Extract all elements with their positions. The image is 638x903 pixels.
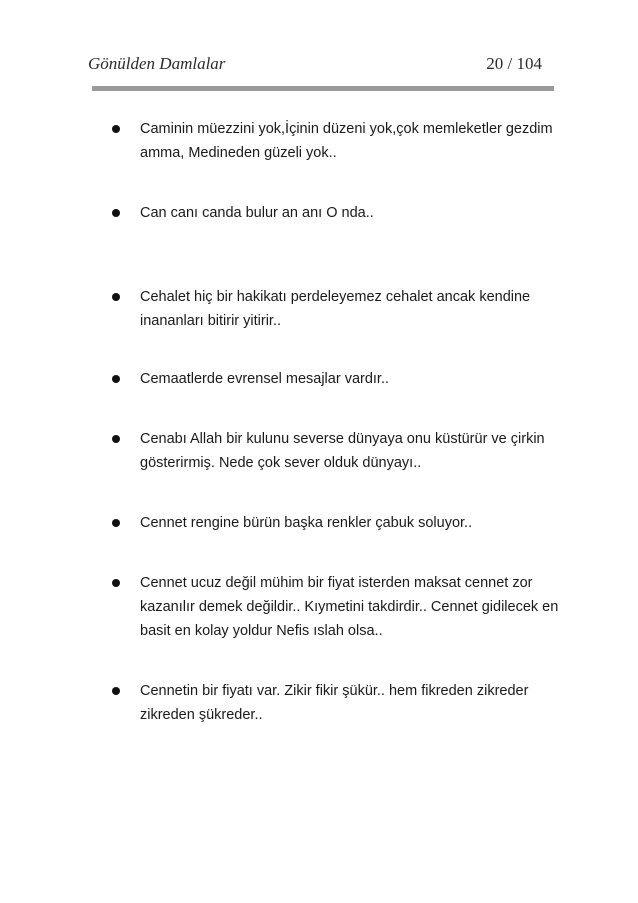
bullet-icon — [112, 519, 120, 527]
bullet-icon — [112, 579, 120, 587]
list-item-text: Cehalet hiç bir hakikatı perdeleyemez cehalet ancak kendine inananları bitirir yitirir.. — [140, 289, 531, 329]
page-number: 20 / 104 — [486, 54, 542, 73]
list-item-text: Cenabı Allah bir kulunu severse dünyaya onu küstürür ve çirkin gösterirmiş. Nede çok sever olduk dünyayı.. — [140, 431, 545, 471]
bullet-icon — [112, 687, 120, 695]
bullet-icon — [112, 435, 120, 443]
bullet-icon — [112, 125, 120, 133]
list-item-text: Cennet ucuz değil mühim bir fiyat isterden maksat cennet zor kazanılır demek değildir.. Kıymetini takdirdir.. Cennet gidilecek en basit en kolay yoldur Nefis ıslah olsa.. — [140, 575, 559, 639]
list-item-text: Can canı canda bulur an anı O nda.. — [140, 205, 374, 221]
bullet-icon — [112, 293, 120, 301]
bullet-icon — [112, 209, 120, 217]
list-item-text: Cennet rengine bürün başka renkler çabuk soluyor.. — [140, 515, 473, 531]
list-item-text: Caminin müezzini yok,İçinin düzeni yok,çok memleketler gezdim amma, Medineden güzeli yok.. — [140, 121, 553, 161]
list-item-text: Cennetin bir fiyatı var. Zikir fikir şükür.. hem fikreden zikreder zikreden şükreder.. — [140, 683, 529, 723]
list-item-text: Cemaatlerde evrensel mesajlar vardır.. — [140, 371, 390, 387]
bullet-icon — [112, 375, 120, 383]
document-title: Gönülden Damlalar — [88, 54, 226, 73]
